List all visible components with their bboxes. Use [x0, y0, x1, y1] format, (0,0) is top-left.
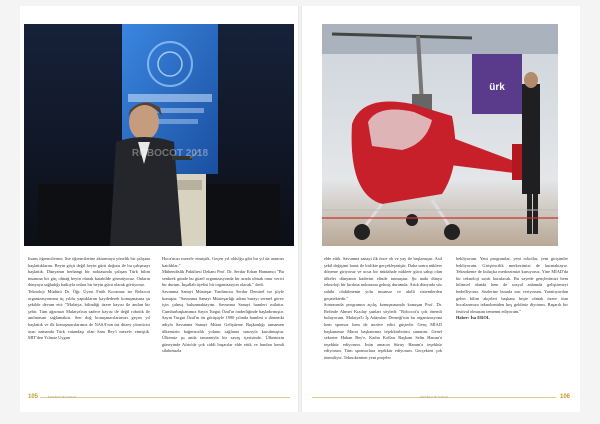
banner-text: ürk — [489, 82, 505, 93]
right-column-2 — [456, 256, 568, 322]
paragraph: Mühendislik Fakültesi Dekanı Prof. Dr. Serdar Erhan Hamamcı "Bu senkrek günde bu güzel organizasyonda bir arada olmak onur verici bir durum. İnşallah üyelisi bir organizasyon olacak." dedi. — [162, 269, 284, 288]
paragraph: Hoca'mızı mezelv etmiştik. Geçen yıl oldu'ğu gibi bu yıl da aramızı katıldılar." — [162, 256, 284, 268]
gyrocopter-photo-illustration — [322, 24, 558, 246]
footer-text: MATBAA BÜLTENİ — [420, 395, 449, 399]
footer-text: MATBAA BÜLTENİ — [48, 395, 77, 399]
left-page — [20, 6, 298, 412]
paragraph: Sonrasında programın açılış konuşmasında konuşan Prof. Dr. Refinde Ahmet Kızılay şunları söyledi: "Robocot'u çok önemli buluyorum. Malatya'lı İş Adamları Derneği'nin bu organizasyona hem sponsor hem de motive edici güçtedir. Genç MİAD başkanımız Murat başkanımız teşekkürlerimi sunarım. Genel sekreter Hakan Bey'e, Kadın Kolları Başkanı Selin Hanım'a teşekkür ediyorum. İnön amacın Süruy Hanım'a teşekkür ediyorum. Tüm sponsorlara teşekkür ediyorum. Gerçekten çok önemliyiz. Teknokentten yeni projeler — [324, 302, 442, 360]
paragraph: Teknoloji Müdürü Dr. Öğr. Üyesi Fatih Kocamaz ise Robocot organizasyonunu üç yıldır yaptıklarını kaydederek konuşmasına şu şekilde devam etti: "Malatya, bilindiği üzere kayısı ile anılan bir şehir. Tüm ağzımızı Malatya'nın sadece kayısı ile değil robotik ile anılmasını sağlamaktır. Sen doğ konuşmacılarımızı geçen yıl başlattık ve ilk konuşmacılarımız de NASA'nın üst düzey yöneticisi aynı zamanda Türk vatandaşı olan Sam Bey'i mezelv etmiştik. MIT'den Yılmaz Uygun — [28, 288, 150, 341]
left-column-1 — [28, 256, 150, 342]
right-page — [302, 6, 580, 412]
right-column-1 — [324, 256, 442, 362]
byline: Haber: İsa EROL — [456, 315, 490, 321]
left-column-2 — [162, 256, 284, 355]
banner-text: ROBOCOT 2018 — [131, 148, 209, 159]
page-number: 106 — [560, 394, 571, 400]
speaker-photo — [24, 24, 294, 246]
paragraph: bekliyorum. Yeni programlar, yeni robotlar, yeni girişimler bekliyorum. Girişimcilik merkezimizi de kurmaktayız. Teknokente de kuluçka merkezimizi kuruyoruz. Yine MİAD'da bir teknoloji sınıfı kurulacak. Bu sayede gençlerimizi hem bilimsel alanda hem de sosyal anlamda geliştirmeyi hedefliyoruz. Sözlerine burada son veriyorum. Yarattıyordan gelen bilim akçeleri başkanı beşte olmak üzere tüm hocalarımıza teknokentden hoş geldiniz diyorum. Başarılı bir festival olmasını temenni ediyorum." — [456, 256, 568, 314]
paragraph: lisans öğrencilerine, lise öğrencilerine aktarmaya yönelik bir çalışma başlattıklarını. Beyin göçü değil beyin gücü doğuru ile bu çalışmayı başlattık. Dünyanın herhangi bir noktasında çalışan Türk bilim insanına bir güç olmağ beyin olarak katabilde görmüyoruz. Onların dünyaya sağladığı katkıyla onları bir beyin gücü olarak görüyoruz. — [28, 256, 150, 288]
gyrocopter-photo — [322, 24, 558, 246]
paragraph: elde ettik. Savunma sanayi ilk önce ok ve yay ile başlamıştır. Asıl şekil değişimi barut ile birlikte gerçekleşmiştir. Daha sonra nükleer döneme giriyoruz ve ucuz bir müdahale nükleer gücü sahip olan ülkeler dünyanın kaderini elinde tutmuştur. Şu anda dünya teknoloji bir kırılma noktasına gelmiş durumda. Artık dünyada söz sahibi olabilmenin yolu insansız ve akıllı sistemlerden geçmektedir." — [324, 256, 442, 301]
page-number: 105 — [28, 394, 39, 400]
footer-rule — [40, 397, 290, 398]
speaker-photo-illustration — [24, 24, 294, 246]
paragraph: Savunma Sanayi Müsteşar Yardımcısı Serdar Demirel ise şöyle konuştu: "Savunma Sanayi Müsteşarlığı adına burayı sermel görev için çalmış bulunmaktayım. Savunma Sanayi hamleri milattır. Cumhurbaşkanımız Sayın Turgut Özal'ın önderliğinde başladırmıştır. Sayın Turgut Özal'ın ön görüşüyle 1990 yılında hamlesi o dönemki adıyla Savunma Sanayi Mümi Geliştirme Başkanlığı tamamen ülkemizin bağımsızlık yolunu sağlama sınırıyla kurulmuştur. Ülkemiz şu anda tamamıyla bir savaş içerisinde. Ülkemizin güneyinde Afrin'de çok ciddi başarılar elde ettik ve bunları kendi silahımızla — [162, 288, 284, 354]
